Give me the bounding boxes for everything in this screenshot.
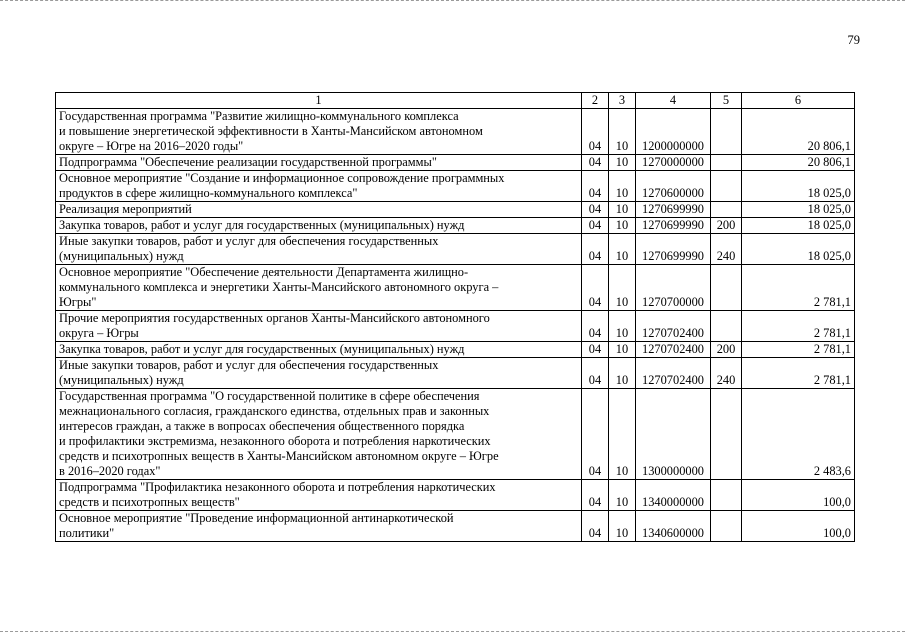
page-number: 79 xyxy=(847,33,860,47)
row-amount: 20 806,1 xyxy=(742,109,855,155)
row-expense-type: 200 xyxy=(711,342,742,358)
row-subsection: 10 xyxy=(609,389,636,480)
row-name: Государственная программа "О государственной политике в сфере обеспечения межнационального согласия, гражданского единства, отдельных прав и законных интересов граждан, а также в вопросах обеспечения общественного порядка и профилактики экстремизма, незаконного оборота и потребления наркотических средств и психотропных веществ в Ханты-Мансийском автономном округе – Югре в 2016–2020 годах" xyxy=(56,389,582,480)
row-target-article: 1270699990 xyxy=(636,234,711,265)
header-col-3: 3 xyxy=(609,93,636,109)
row-name: Государственная программа "Развитие жилищно-коммунального комплекса и повышение энергетической эффективности в Ханты-Мансийском автономном округе – Югре на 2016–2020 годы" xyxy=(56,109,582,155)
budget-table xyxy=(55,92,855,542)
scan-top-edge xyxy=(0,0,905,3)
row-expense-type: 240 xyxy=(711,358,742,389)
row-amount: 2 781,1 xyxy=(742,311,855,342)
header-col-4: 4 xyxy=(636,93,711,109)
row-amount: 18 025,0 xyxy=(742,218,855,234)
row-name: Подпрограмма "Профилактика незаконного оборота и потребления наркотических средств и психотропных веществ" xyxy=(56,480,582,511)
header-col-2: 2 xyxy=(582,93,609,109)
row-name: Реализация мероприятий xyxy=(56,202,582,218)
table-row xyxy=(56,202,855,218)
row-subsection: 10 xyxy=(609,109,636,155)
table-row xyxy=(56,171,855,202)
row-name: Основное мероприятие "Создание и информационное сопровождение программных продуктов в сфере жилищно-коммунального комплекса" xyxy=(56,171,582,202)
row-name: Иные закупки товаров, работ и услуг для обеспечения государственных (муниципальных) нужд xyxy=(56,358,582,389)
row-amount: 18 025,0 xyxy=(742,202,855,218)
row-target-article: 1270702400 xyxy=(636,311,711,342)
row-subsection: 10 xyxy=(609,265,636,311)
table-row xyxy=(56,311,855,342)
row-expense-type xyxy=(711,202,742,218)
row-amount: 2 781,1 xyxy=(742,342,855,358)
header-col-6: 6 xyxy=(742,93,855,109)
row-amount: 2 483,6 xyxy=(742,389,855,480)
row-expense-type xyxy=(711,311,742,342)
row-target-article: 1340000000 xyxy=(636,480,711,511)
row-name: Закупка товаров, работ и услуг для государственных (муниципальных) нужд xyxy=(56,342,582,358)
row-expense-type xyxy=(711,109,742,155)
row-expense-type xyxy=(711,155,742,171)
table-row xyxy=(56,389,855,480)
row-amount: 100,0 xyxy=(742,480,855,511)
table-row xyxy=(56,234,855,265)
row-name: Иные закупки товаров, работ и услуг для обеспечения государственных (муниципальных) нужд xyxy=(56,234,582,265)
row-amount: 100,0 xyxy=(742,511,855,542)
row-section: 04 xyxy=(582,202,609,218)
row-target-article: 1200000000 xyxy=(636,109,711,155)
row-target-article: 1340600000 xyxy=(636,511,711,542)
row-amount: 20 806,1 xyxy=(742,155,855,171)
row-target-article: 1270600000 xyxy=(636,171,711,202)
row-subsection: 10 xyxy=(609,342,636,358)
row-name: Основное мероприятие "Проведение информационной антинаркотической политики" xyxy=(56,511,582,542)
row-subsection: 10 xyxy=(609,511,636,542)
row-section: 04 xyxy=(582,171,609,202)
header-col-1: 1 xyxy=(56,93,582,109)
table-row xyxy=(56,480,855,511)
row-expense-type xyxy=(711,511,742,542)
scan-bottom-edge xyxy=(0,631,905,634)
table-row xyxy=(56,342,855,358)
row-expense-type: 200 xyxy=(711,218,742,234)
row-section: 04 xyxy=(582,389,609,480)
row-target-article: 1270702400 xyxy=(636,342,711,358)
row-expense-type: 240 xyxy=(711,234,742,265)
table-row xyxy=(56,109,855,155)
row-expense-type xyxy=(711,389,742,480)
row-expense-type xyxy=(711,171,742,202)
row-section: 04 xyxy=(582,342,609,358)
row-section: 04 xyxy=(582,218,609,234)
table-row xyxy=(56,358,855,389)
row-section: 04 xyxy=(582,155,609,171)
row-subsection: 10 xyxy=(609,358,636,389)
row-subsection: 10 xyxy=(609,218,636,234)
row-target-article: 1270700000 xyxy=(636,265,711,311)
row-expense-type xyxy=(711,480,742,511)
row-target-article: 1300000000 xyxy=(636,389,711,480)
row-name: Подпрограмма "Обеспечение реализации государственной программы" xyxy=(56,155,582,171)
row-subsection: 10 xyxy=(609,171,636,202)
row-subsection: 10 xyxy=(609,155,636,171)
row-subsection: 10 xyxy=(609,311,636,342)
row-section: 04 xyxy=(582,311,609,342)
row-target-article: 1270000000 xyxy=(636,155,711,171)
row-expense-type xyxy=(711,265,742,311)
row-subsection: 10 xyxy=(609,234,636,265)
row-amount: 18 025,0 xyxy=(742,234,855,265)
table-row xyxy=(56,155,855,171)
table-body xyxy=(56,109,855,542)
row-subsection: 10 xyxy=(609,202,636,218)
row-amount: 2 781,1 xyxy=(742,265,855,311)
row-section: 04 xyxy=(582,234,609,265)
row-section: 04 xyxy=(582,480,609,511)
table-row xyxy=(56,511,855,542)
row-target-article: 1270699990 xyxy=(636,202,711,218)
header-row xyxy=(56,93,855,109)
row-amount: 18 025,0 xyxy=(742,171,855,202)
row-section: 04 xyxy=(582,109,609,155)
row-section: 04 xyxy=(582,511,609,542)
row-name: Основное мероприятие "Обеспечение деятельности Департамента жилищно- коммунального комплекса и энергетики Ханты-Мансийского автономного округа – Югры" xyxy=(56,265,582,311)
row-name: Прочие мероприятия государственных органов Ханты-Мансийского автономного округа – Югры xyxy=(56,311,582,342)
row-target-article: 1270702400 xyxy=(636,358,711,389)
row-section: 04 xyxy=(582,265,609,311)
header-col-5: 5 xyxy=(711,93,742,109)
row-section: 04 xyxy=(582,358,609,389)
row-name: Закупка товаров, работ и услуг для государственных (муниципальных) нужд xyxy=(56,218,582,234)
table-row xyxy=(56,218,855,234)
row-amount: 2 781,1 xyxy=(742,358,855,389)
row-target-article: 1270699990 xyxy=(636,218,711,234)
table-row xyxy=(56,265,855,311)
table-header xyxy=(56,93,855,109)
row-subsection: 10 xyxy=(609,480,636,511)
